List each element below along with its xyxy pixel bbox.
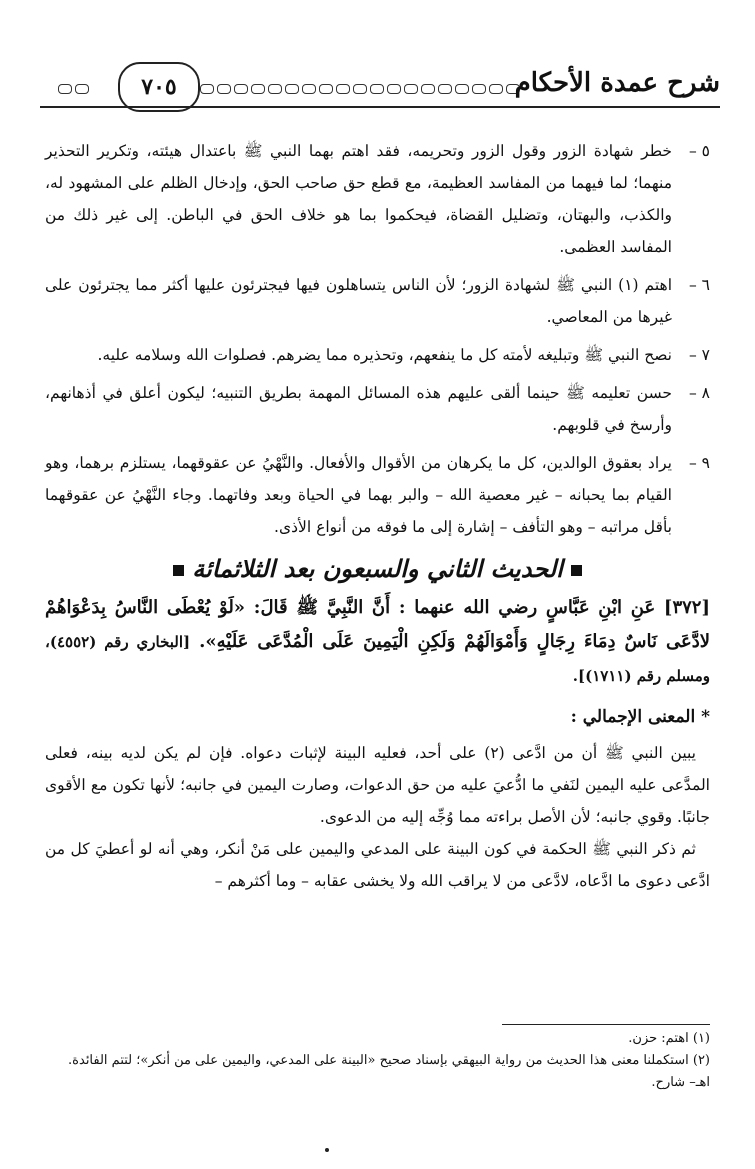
hadith-text (45, 591, 710, 693)
item-number: ٦ – (688, 276, 710, 294)
item-number: ٩ – (688, 454, 710, 472)
square-bullet-icon (173, 565, 184, 576)
page-number: ٧٠٥ (141, 74, 177, 100)
hadith-body: [٣٧٢] عَنِ ابْنِ عَبَّاسٍ رضي الله عنهما : أَنَّ النَّبِيَّ ﷺ قَالَ: «لَوْ يُعْطَى النَّاسُ بِدَعْوَاهُمْ لادَّعَى نَاسٌ دِمَاءَ رِجَالٍ وَأَمْوَالَهُمْ وَلَكِنِ الْيَمِينَ عَلَى الْمُدَّعَى عَلَيْهِ». (45, 597, 710, 652)
page-header (40, 62, 720, 122)
item-text: خطر شهادة الزور وقول الزور وتحريمه، فقد اهتم بهما النبي ﷺ باعتدال هيئته، وتكرير التحذير منهما؛ لما فيهما من المفاسد العظيمة، مع قطع حق صاحب الحق، وإدخال الظلم على المشهود له، والكذب، والبهتان، وتضليل القضاة، فيحكموا بما هو خلاف الحق في الباطن. إلى غير ذلك من المفاسد العظمى. (45, 142, 672, 256)
item-text: حسن تعليمه ﷺ حينما ألقى عليهم هذه المسائل المهمة بطريق التنبيه؛ ليكون أعلق في أذهانهم، وأرسخ في قلوبهم. (45, 384, 672, 434)
paragraph: ثم ذكر النبي ﷺ الحكمة في كون البينة على المدعي واليمين على مَنْ أنكر، وهي أنه لو أعطيَ كل من ادَّعى دعوى ما ادَّعاه، لادَّعى من لا يراقب الله ولا يخشى عقابه – وما أكثرهم – (45, 840, 710, 890)
item-number: ٧ – (688, 346, 710, 364)
footnote-rule (502, 1024, 710, 1025)
list-item (45, 447, 710, 543)
hadith-source: [البخاري رقم (٤٥٥٢)، ومسلم رقم (١٧١١)]. (45, 633, 710, 685)
square-bullet-icon (571, 565, 582, 576)
page-number-badge (118, 62, 200, 112)
page-dot (325, 1148, 329, 1152)
section-title (45, 553, 710, 585)
footnotes (45, 1028, 710, 1094)
list-item (45, 269, 710, 333)
ornament-border (200, 84, 520, 94)
book-title: شرح عمدة الأحكام (514, 68, 720, 98)
subheading: * المعنى الإجمالي : (570, 707, 710, 727)
item-text: نصح النبي ﷺ وتبليغه لأمته كل ما ينفعهم، وتحذيره مما يضرهم. فصلوات الله وسلامه عليه. (97, 346, 672, 364)
item-number: ٨ – (688, 384, 710, 402)
item-text: يراد بعقوق الوالدين، كل ما يكرهان من الأقوال والأفعال. والنَّهْيُ عن عقوقهما، يستلزم برهما، وهو القيام بما يحبانه – غير معصية الله – والبر بهما في الحياة وبعد وفاتهما. وجاء النَّهْيُ عن عقوقهما بأقل مراتبه – وهو التأفف – إشارة إلى ما فوقه من أنواع الأذى. (45, 454, 672, 536)
list-item (45, 339, 710, 371)
ornament-left (58, 84, 89, 94)
footnote: (٢) استكملنا معنى هذا الحديث من رواية البيهقي بإسناد صحيح «البينة على المدعي، واليمين على من أنكر»؛ لتتم الفائدة. اهـ– شارح. (68, 1053, 710, 1090)
list-item (45, 135, 710, 263)
item-number: ٥ – (688, 142, 710, 160)
item-text: اهتم (١) النبي ﷺ لشهادة الزور؛ لأن الناس يتساهلون فيها فيجترئون عليها أكثر مما يجترئون على غيرها من المعاصي. (45, 276, 672, 326)
paragraph: يبين النبي ﷺ أن من ادَّعى (٢) على أحد، فعليه البينة لإثبات دعواه. فإن لم يكن لديه بينه، فعلى المدَّعى عليه اليمين لنَفي ما ادُّعيَ عليه من حق الدعوات، وصارت اليمين في جانبه؛ لأنها تكون مع الأقوى جانبًا. وقوي جانبه؛ لأن الأصل براءته مما وُجِّه إليه من الدعوى. (45, 744, 710, 826)
footnote: (١) اهتم: حزن. (628, 1031, 710, 1046)
list-item (45, 377, 710, 441)
main-content (45, 135, 710, 897)
header-rule (40, 106, 720, 108)
section-title-text: الحديث الثاني والسبعون بعد الثلاثمائة (192, 554, 563, 583)
